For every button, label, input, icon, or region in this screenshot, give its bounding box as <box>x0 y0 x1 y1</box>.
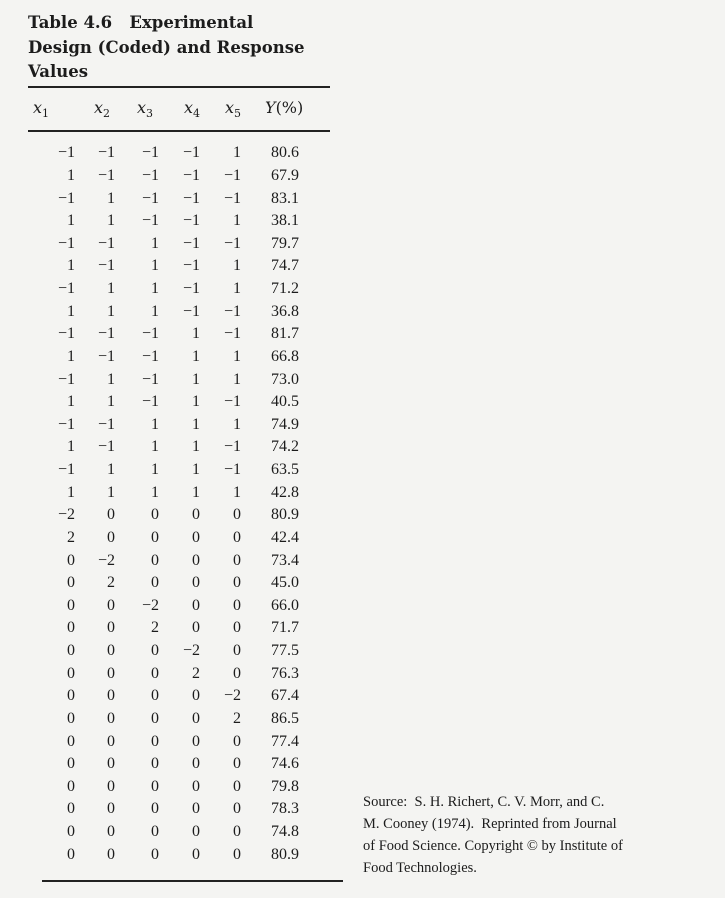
column-header-response <box>265 98 303 117</box>
response-value: 63.5 <box>271 461 299 479</box>
factor-cell-x2: 1 <box>107 189 115 207</box>
table-row <box>34 255 306 278</box>
factor-cell-x2: 1 <box>107 370 115 388</box>
factor-cell-x1: 1 <box>67 166 75 184</box>
table-row <box>34 527 306 550</box>
caption-line: Table 4.6 Experimental <box>28 13 254 32</box>
factor-cell-x2: −1 <box>97 144 115 162</box>
response-value: 79.8 <box>271 777 299 795</box>
response-cell <box>241 776 306 799</box>
factor-cell-x5: −2 <box>223 687 241 705</box>
response-cell <box>241 843 306 866</box>
factor-cell-x5: 0 <box>233 619 241 637</box>
factor-cell-x2: −1 <box>97 234 115 252</box>
factor-cell-x5: −1 <box>223 393 241 411</box>
factor-cell-x3: 0 <box>151 574 159 592</box>
factor-cell-x1: 0 <box>67 687 75 705</box>
factor-cell-x4: −1 <box>182 166 200 184</box>
response-value: 45.0 <box>271 574 299 592</box>
factor-cell-x4: −1 <box>182 302 200 320</box>
factor-cell-x2: 0 <box>107 755 115 773</box>
table-row <box>34 685 306 708</box>
factor-cell-x1: −1 <box>57 325 75 343</box>
factor-cell-x4: 1 <box>192 415 200 433</box>
response-value: 71.2 <box>271 280 299 298</box>
column-header-x1 <box>33 98 49 120</box>
table-row <box>34 346 306 369</box>
response-cell <box>241 255 306 278</box>
factor-cell-x5: 1 <box>233 257 241 275</box>
column-header-x4 <box>184 98 200 120</box>
response-cell <box>241 278 306 301</box>
factor-cell-x5: 1 <box>233 347 241 365</box>
factor-cell-x5: 0 <box>233 823 241 841</box>
response-value: 67.9 <box>271 166 299 184</box>
factor-cell-x3: −1 <box>141 393 159 411</box>
factor-cell-x1: 0 <box>67 777 75 795</box>
factor-cell-x3: 1 <box>151 302 159 320</box>
factor-cell-x2: 0 <box>107 528 115 546</box>
factor-cell-x5: 0 <box>233 528 241 546</box>
response-cell <box>241 662 306 685</box>
factor-cell-x1: −1 <box>57 234 75 252</box>
response-cell <box>241 504 306 527</box>
factor-cell-x4: −1 <box>182 189 200 207</box>
factor-cell-x2: −1 <box>97 257 115 275</box>
factor-cell-x5: 0 <box>233 664 241 682</box>
factor-cell-x2: 1 <box>107 302 115 320</box>
factor-cell-x1: 1 <box>67 393 75 411</box>
factor-cell-x3: −1 <box>141 166 159 184</box>
design-table-body <box>34 142 306 866</box>
factor-cell-x4: 0 <box>192 551 200 569</box>
factor-cell-x2: 0 <box>107 800 115 818</box>
response-value: 38.1 <box>271 212 299 230</box>
factor-cell-x4: 1 <box>192 370 200 388</box>
factor-cell-x5: 0 <box>233 574 241 592</box>
column-sub: 2 <box>103 107 111 121</box>
factor-cell-x3: −1 <box>141 189 159 207</box>
response-value: 81.7 <box>271 325 299 343</box>
factor-cell-x2: 0 <box>107 732 115 750</box>
table-row <box>34 798 306 821</box>
factor-cell-x5: −1 <box>223 461 241 479</box>
column-sub: 3 <box>146 107 154 121</box>
factor-cell-x1: 0 <box>67 823 75 841</box>
response-cell <box>241 210 306 233</box>
factor-cell-x4: 0 <box>192 800 200 818</box>
column-header-x5 <box>225 98 241 120</box>
table-row <box>34 617 306 640</box>
response-value: 67.4 <box>271 687 299 705</box>
factor-cell-x5: 0 <box>233 642 241 660</box>
source-line: M. Cooney (1974). Reprinted from Journal <box>363 816 617 832</box>
table-row <box>34 662 306 685</box>
factor-cell-x1: 0 <box>67 642 75 660</box>
header-rule <box>28 130 330 132</box>
column-var: x <box>33 98 43 117</box>
factor-cell-x2: 0 <box>107 664 115 682</box>
factor-cell-x5: 1 <box>233 212 241 230</box>
source-line: Source: S. H. Richert, C. V. Morr, and C. <box>363 794 605 810</box>
factor-cell-x3: 2 <box>151 619 159 637</box>
response-value: 74.9 <box>271 415 299 433</box>
caption-line: Values <box>28 62 89 81</box>
table-row <box>34 300 306 323</box>
factor-cell-x5: 0 <box>233 506 241 524</box>
factor-cell-x1: −2 <box>57 506 75 524</box>
factor-cell-x2: 0 <box>107 777 115 795</box>
factor-cell-x3: 0 <box>151 687 159 705</box>
response-value: 66.8 <box>271 347 299 365</box>
factor-cell-x4: 2 <box>192 664 200 682</box>
table-bottom-rule <box>42 880 343 882</box>
column-var: x <box>137 98 147 117</box>
factor-cell-x3: 0 <box>151 732 159 750</box>
factor-cell-x3: 0 <box>151 664 159 682</box>
response-cell <box>241 685 306 708</box>
response-cell <box>241 640 306 663</box>
response-value: 74.6 <box>271 755 299 773</box>
response-value: 42.8 <box>271 483 299 501</box>
factor-cell-x2: 1 <box>107 483 115 501</box>
factor-cell-x1: 0 <box>67 619 75 637</box>
factor-cell-x2: −1 <box>97 438 115 456</box>
table-row <box>34 459 306 482</box>
table-row <box>34 187 306 210</box>
source-line: of Food Science. Copyright © by Institute of <box>363 838 623 854</box>
factor-cell-x4: −1 <box>182 280 200 298</box>
factor-cell-x3: 1 <box>151 415 159 433</box>
factor-cell-x1: 0 <box>67 709 75 727</box>
table-row <box>34 504 306 527</box>
factor-cell-x5: −1 <box>223 438 241 456</box>
factor-cell-x1: 0 <box>67 755 75 773</box>
response-cell <box>241 436 306 459</box>
response-cell <box>241 187 306 210</box>
table-row <box>34 730 306 753</box>
response-cell <box>241 459 306 482</box>
factor-cell-x3: −1 <box>141 370 159 388</box>
factor-cell-x5: 0 <box>233 845 241 863</box>
response-value: 80.6 <box>271 144 299 162</box>
response-cell <box>241 753 306 776</box>
table-top-rule <box>28 86 330 88</box>
response-value: 80.9 <box>271 845 299 863</box>
factor-cell-x3: 0 <box>151 845 159 863</box>
factor-cell-x1: −1 <box>57 415 75 433</box>
factor-cell-x2: −1 <box>97 166 115 184</box>
factor-cell-x2: 1 <box>107 393 115 411</box>
factor-cell-x2: 0 <box>107 845 115 863</box>
response-value: 36.8 <box>271 302 299 320</box>
factor-cell-x4: 1 <box>192 393 200 411</box>
factor-cell-x4: −2 <box>182 642 200 660</box>
response-value: 77.5 <box>271 642 299 660</box>
response-value: 71.7 <box>271 619 299 637</box>
factor-cell-x1: 1 <box>67 212 75 230</box>
factor-cell-x4: 0 <box>192 845 200 863</box>
response-cell <box>241 346 306 369</box>
response-cell <box>241 368 306 391</box>
factor-cell-x1: 0 <box>67 845 75 863</box>
response-cell <box>241 527 306 550</box>
factor-cell-x5: 1 <box>233 415 241 433</box>
response-value: 73.0 <box>271 370 299 388</box>
response-value: 74.2 <box>271 438 299 456</box>
table-row <box>34 210 306 233</box>
factor-cell-x3: −1 <box>141 325 159 343</box>
response-value: 74.7 <box>271 257 299 275</box>
factor-cell-x4: 1 <box>192 325 200 343</box>
factor-cell-x5: 0 <box>233 755 241 773</box>
column-var: x <box>94 98 104 117</box>
factor-cell-x1: −1 <box>57 370 75 388</box>
source-line: Food Technologies. <box>363 860 477 876</box>
caption-line: Design (Coded) and Response <box>28 37 305 57</box>
factor-cell-x5: −1 <box>223 325 241 343</box>
response-cell <box>241 142 306 165</box>
response-cell <box>241 481 306 504</box>
factor-cell-x3: 0 <box>151 777 159 795</box>
factor-cell-x4: 1 <box>192 483 200 501</box>
response-value: 79.7 <box>271 234 299 252</box>
factor-cell-x2: 0 <box>107 619 115 637</box>
table-row <box>34 481 306 504</box>
response-var: Y <box>265 98 276 117</box>
factor-cell-x5: 0 <box>233 551 241 569</box>
factor-cell-x2: −1 <box>97 325 115 343</box>
factor-cell-x1: 1 <box>67 347 75 365</box>
table-row <box>34 549 306 572</box>
factor-cell-x3: 0 <box>151 800 159 818</box>
factor-cell-x2: 0 <box>107 642 115 660</box>
response-unit: (%) <box>275 98 304 117</box>
factor-cell-x1: −1 <box>57 144 75 162</box>
response-cell <box>241 798 306 821</box>
factor-cell-x1: 0 <box>67 596 75 614</box>
factor-cell-x5: −1 <box>223 302 241 320</box>
column-var: x <box>184 98 194 117</box>
response-value: 74.8 <box>271 823 299 841</box>
response-cell <box>241 300 306 323</box>
table-row <box>34 572 306 595</box>
table-row <box>34 391 306 414</box>
factor-cell-x4: 0 <box>192 709 200 727</box>
factor-cell-x4: 1 <box>192 461 200 479</box>
factor-cell-x4: 1 <box>192 438 200 456</box>
factor-cell-x3: 0 <box>151 642 159 660</box>
factor-cell-x5: 0 <box>233 596 241 614</box>
factor-cell-x2: −1 <box>97 347 115 365</box>
response-value: 77.4 <box>271 732 299 750</box>
factor-cell-x5: −1 <box>223 166 241 184</box>
table-row <box>34 368 306 391</box>
factor-cell-x2: 0 <box>107 596 115 614</box>
table-row <box>34 843 306 866</box>
factor-cell-x4: −1 <box>182 234 200 252</box>
factor-cell-x4: 0 <box>192 777 200 795</box>
factor-cell-x2: 1 <box>107 280 115 298</box>
factor-cell-x3: −1 <box>141 144 159 162</box>
factor-cell-x2: 2 <box>107 574 115 592</box>
column-sub: 4 <box>193 107 201 121</box>
factor-cell-x1: −1 <box>57 280 75 298</box>
factor-cell-x5: 1 <box>233 483 241 501</box>
factor-cell-x5: 2 <box>233 709 241 727</box>
factor-cell-x4: 0 <box>192 619 200 637</box>
factor-cell-x3: 0 <box>151 755 159 773</box>
response-cell <box>241 414 306 437</box>
factor-cell-x4: 0 <box>192 755 200 773</box>
factor-cell-x3: 1 <box>151 438 159 456</box>
table-row <box>34 233 306 256</box>
table-row <box>34 821 306 844</box>
factor-cell-x2: 0 <box>107 506 115 524</box>
factor-cell-x1: 0 <box>67 800 75 818</box>
response-value: 86.5 <box>271 709 299 727</box>
factor-cell-x1: 1 <box>67 302 75 320</box>
factor-cell-x5: −1 <box>223 189 241 207</box>
factor-cell-x3: 0 <box>151 528 159 546</box>
factor-cell-x3: 0 <box>151 506 159 524</box>
factor-cell-x5: 1 <box>233 144 241 162</box>
column-header-x3 <box>137 98 153 120</box>
response-cell <box>241 323 306 346</box>
factor-cell-x1: 0 <box>67 574 75 592</box>
factor-cell-x5: 1 <box>233 280 241 298</box>
table-row <box>34 142 306 165</box>
response-cell <box>241 572 306 595</box>
factor-cell-x2: 1 <box>107 212 115 230</box>
response-cell <box>241 730 306 753</box>
response-value: 76.3 <box>271 664 299 682</box>
response-cell <box>241 165 306 188</box>
table-row <box>34 708 306 731</box>
table-row <box>34 640 306 663</box>
column-var: x <box>225 98 235 117</box>
table-row <box>34 436 306 459</box>
factor-cell-x4: 1 <box>192 347 200 365</box>
column-sub: 1 <box>42 107 50 121</box>
factor-cell-x1: 0 <box>67 551 75 569</box>
factor-cell-x4: 0 <box>192 596 200 614</box>
response-cell <box>241 233 306 256</box>
response-cell <box>241 391 306 414</box>
table-caption <box>28 11 338 85</box>
factor-cell-x4: −1 <box>182 144 200 162</box>
table-row <box>34 595 306 618</box>
factor-cell-x3: 1 <box>151 234 159 252</box>
factor-cell-x1: 2 <box>67 528 75 546</box>
response-value: 80.9 <box>271 506 299 524</box>
source-note <box>363 791 713 879</box>
factor-cell-x3: 1 <box>151 461 159 479</box>
response-cell <box>241 617 306 640</box>
factor-cell-x4: 0 <box>192 687 200 705</box>
factor-cell-x1: 1 <box>67 257 75 275</box>
factor-cell-x2: −2 <box>97 551 115 569</box>
response-cell <box>241 595 306 618</box>
factor-cell-x2: 0 <box>107 687 115 705</box>
factor-cell-x4: −1 <box>182 212 200 230</box>
column-header-x2 <box>94 98 110 120</box>
factor-cell-x3: 0 <box>151 551 159 569</box>
factor-cell-x4: 0 <box>192 528 200 546</box>
table-row <box>34 753 306 776</box>
table-row <box>34 323 306 346</box>
factor-cell-x2: 0 <box>107 709 115 727</box>
factor-cell-x3: 0 <box>151 709 159 727</box>
factor-cell-x2: −1 <box>97 415 115 433</box>
response-cell <box>241 821 306 844</box>
factor-cell-x3: 1 <box>151 280 159 298</box>
factor-cell-x4: 0 <box>192 506 200 524</box>
factor-cell-x1: 1 <box>67 483 75 501</box>
factor-cell-x4: 0 <box>192 823 200 841</box>
factor-cell-x3: 1 <box>151 483 159 501</box>
response-value: 83.1 <box>271 189 299 207</box>
response-value: 40.5 <box>271 393 299 411</box>
factor-cell-x3: 0 <box>151 823 159 841</box>
factor-cell-x1: −1 <box>57 461 75 479</box>
response-value: 66.0 <box>271 596 299 614</box>
factor-cell-x3: −1 <box>141 212 159 230</box>
factor-cell-x1: 0 <box>67 732 75 750</box>
response-value: 78.3 <box>271 800 299 818</box>
factor-cell-x4: −1 <box>182 257 200 275</box>
factor-cell-x1: 1 <box>67 438 75 456</box>
factor-cell-x2: 1 <box>107 461 115 479</box>
factor-cell-x3: −2 <box>141 596 159 614</box>
factor-cell-x2: 0 <box>107 823 115 841</box>
table-row <box>34 278 306 301</box>
column-sub: 5 <box>234 107 242 121</box>
factor-cell-x1: −1 <box>57 189 75 207</box>
response-cell <box>241 549 306 572</box>
table-row <box>34 414 306 437</box>
factor-cell-x1: 0 <box>67 664 75 682</box>
response-value: 42.4 <box>271 528 299 546</box>
factor-cell-x5: 0 <box>233 732 241 750</box>
factor-cell-x4: 0 <box>192 574 200 592</box>
factor-cell-x4: 0 <box>192 732 200 750</box>
table-row <box>34 776 306 799</box>
factor-cell-x5: 0 <box>233 800 241 818</box>
table-row <box>34 165 306 188</box>
factor-cell-x5: −1 <box>223 234 241 252</box>
response-value: 73.4 <box>271 551 299 569</box>
response-cell <box>241 708 306 731</box>
design-table <box>34 142 306 866</box>
factor-cell-x5: 0 <box>233 777 241 795</box>
factor-cell-x5: 1 <box>233 370 241 388</box>
factor-cell-x3: 1 <box>151 257 159 275</box>
factor-cell-x3: −1 <box>141 347 159 365</box>
